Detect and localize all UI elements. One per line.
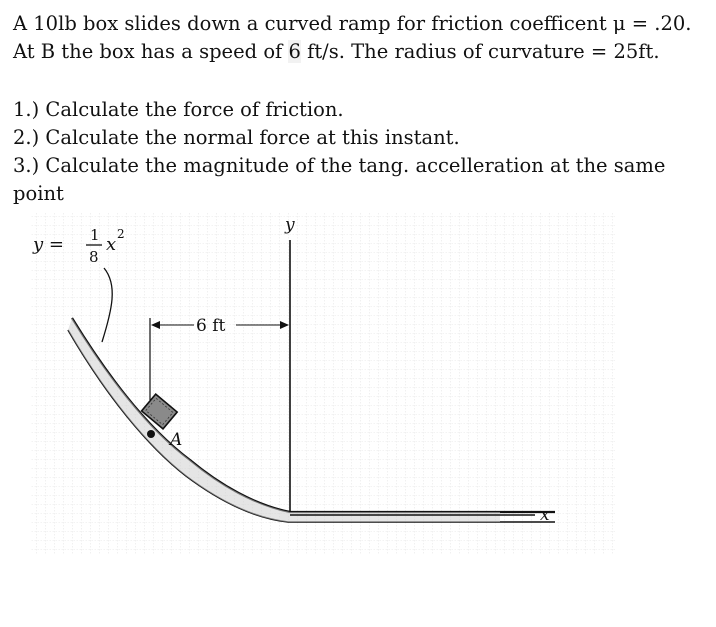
point-a-marker xyxy=(147,430,155,438)
question-2: 2.) Calculate the normal force at this instant. xyxy=(13,126,460,149)
speed-text-prefix: At B the box has a speed of xyxy=(13,40,283,63)
equation-denominator: 8 xyxy=(89,248,99,266)
dimension-label: 6 ft xyxy=(196,316,226,336)
problem-line-2 xyxy=(13,38,708,66)
equation-x: x xyxy=(106,234,117,255)
speed-text-suffix: ft/s. The radius of curvature = 25ft. xyxy=(307,40,660,63)
question-1: 1.) Calculate the force of friction. xyxy=(13,98,344,121)
point-a-label: A xyxy=(170,430,183,450)
equation-exponent: 2 xyxy=(117,227,125,241)
problem-line-1: A 10lb box slides down a curved ramp for friction coefficent μ = .20. xyxy=(13,12,692,35)
problem-statement xyxy=(13,10,708,208)
question-3: 3.) Calculate the magnitude of the tang. accelleration at the same point xyxy=(13,154,666,205)
equation-y: y = xyxy=(33,234,64,255)
equation-numerator: 1 xyxy=(90,226,100,244)
ramp-figure xyxy=(0,205,716,565)
y-axis-label: y xyxy=(285,215,295,235)
speed-value: 6 xyxy=(288,40,301,63)
x-axis-label: x xyxy=(540,505,550,525)
